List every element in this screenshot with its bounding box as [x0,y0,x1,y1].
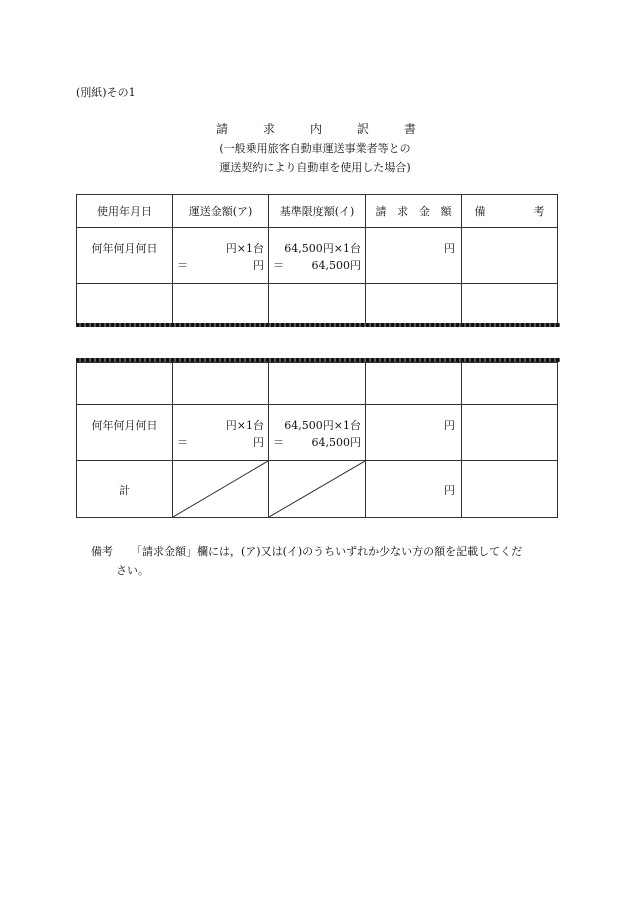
remarks-text-line2: さい。 [116,564,149,577]
row-fare [173,405,269,461]
table-row [77,405,558,461]
empty-cell [77,363,173,405]
header-remarks [462,195,558,228]
header-date: 使用年月日 [77,195,173,228]
header-remarks-char: 備 [474,205,486,218]
empty-cell [366,363,462,405]
row-date: 何年何月何日 [77,405,173,461]
remarks-label: 備考 [91,545,113,558]
empty-cell [269,284,366,326]
title-char: 内 [309,122,322,136]
title-char: 請 [216,122,229,136]
fare-eq: ＝ [177,259,188,272]
row-claim [366,228,462,284]
total-remarks [462,461,558,518]
row-remarks [462,405,558,461]
total-label-cell [77,461,173,518]
header-remarks-char: 考 [533,205,545,218]
header-claim-char: 求 [397,205,409,218]
header-row [77,195,558,228]
empty-cell [77,284,173,326]
subtitle-line-1: (一般乗用旅客自動車運送事業者等との [219,142,411,155]
row-limit [269,228,366,284]
title-char: 訳 [356,122,369,136]
invoice-table-top [76,194,558,326]
title-char: 求 [262,122,275,136]
table-row [77,228,558,284]
limit-line2: 64,500円 [311,259,361,272]
total-limit-slashed [269,461,366,518]
row-remarks [462,228,558,284]
claim-yen: 円 [444,419,455,432]
empty-cell [173,284,269,326]
total-fare-slashed [173,461,269,518]
title-char: 書 [403,122,416,136]
limit-line1: 64,500円×1台 [284,242,361,255]
header-claim-char: 請 [375,205,387,218]
row-claim [366,405,462,461]
fare-eq: ＝ [177,436,188,449]
empty-cell [462,284,558,326]
header-claim-char: 金 [418,205,430,218]
empty-cell [366,284,462,326]
fare-line1: 円×1台 [225,242,264,255]
total-claim [366,461,462,518]
fare-yen: 円 [253,259,264,272]
total-row [77,461,558,518]
fare-line1: 円×1台 [225,419,264,432]
table-row-empty [77,363,558,405]
table-row-empty [77,284,558,326]
subtitle-line-2: 運送契約により自動車を使用した場合) [219,161,411,174]
limit-eq: ＝ [273,436,284,449]
document-title [216,120,416,137]
row-date: 何年何月何日 [77,228,173,284]
claim-yen: 円 [444,242,455,255]
invoice-table-bottom [76,362,558,518]
diagonal-slash [173,461,268,517]
limit-line1: 64,500円×1台 [284,419,361,432]
empty-cell [269,363,366,405]
row-limit [269,405,366,461]
header-limit: 基準限度額(イ) [269,195,366,228]
omission-break-line-top [76,323,560,327]
header-fare: 運送金額(ア) [173,195,269,228]
empty-cell [173,363,269,405]
total-claim-yen: 円 [444,484,455,497]
fare-yen: 円 [253,436,264,449]
total-label: 計 [119,484,130,497]
limit-line2: 64,500円 [311,436,361,449]
row-fare [173,228,269,284]
header-claim-char: 額 [440,205,452,218]
remarks-text-line1: 「請求金額」欄には，(ア)又は(イ)のうちいずれか少ない方の額を記載してくだ [131,545,523,558]
empty-cell [462,363,558,405]
document-label: (別紙)その1 [76,86,136,99]
diagonal-slash [269,461,365,517]
header-claim [366,195,462,228]
limit-eq: ＝ [273,259,284,272]
